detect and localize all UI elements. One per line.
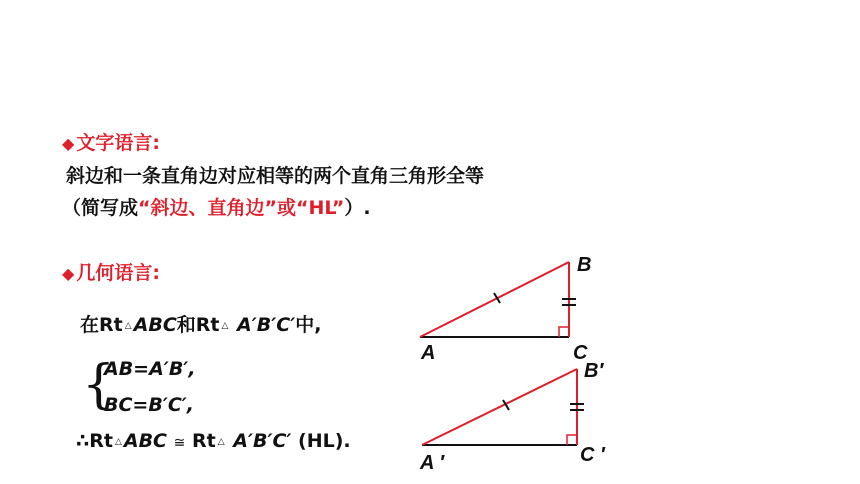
rt-prefix: 在Rt	[80, 314, 123, 336]
diamond-bullet-icon: ◆	[62, 264, 75, 283]
side-ab-hypotenuse	[420, 262, 569, 337]
triangle-a-prime-b-prime-c-prime: A′B′C′	[233, 430, 292, 452]
vertex-label-b-prime: B′	[584, 360, 604, 382]
vertex-label-b: B	[577, 254, 592, 276]
congruent-symbol: ≅	[173, 435, 186, 451]
given-suffix: 中,	[295, 314, 322, 336]
triangle-abc-shape	[420, 262, 576, 337]
right-angle-mark	[559, 327, 569, 337]
geometry-language-title: 几何语言:	[76, 262, 160, 284]
vertex-label-c-prime: C ′	[580, 444, 605, 466]
vertex-label-a: A	[421, 342, 436, 364]
condition-bc-equals: BC=B′C′,	[104, 394, 195, 416]
right-angle-mark	[567, 435, 577, 445]
abbrev-open: （简写成	[62, 197, 139, 219]
hl-reason: (HL).	[298, 430, 351, 452]
triangle-icon: △	[221, 321, 229, 331]
rt-second: Rt	[191, 430, 216, 452]
vertex-label-c: C	[573, 342, 588, 364]
triangle-icon: △	[124, 321, 132, 331]
triangle-a-prime-b-prime-c-prime: A′B′C′	[237, 314, 296, 336]
triangle-icon: △	[217, 437, 225, 447]
diamond-bullet-icon: ◆	[62, 134, 75, 153]
triangle-icon: △	[114, 437, 122, 447]
abbrev-close: ）.	[344, 197, 371, 219]
abbrev-red-text: “斜边、直角边”或“HL”	[138, 197, 345, 219]
hl-definition-line: 斜边和一条直角边对应相等的两个直角三角形全等	[66, 165, 485, 187]
vertex-label-a-prime: A ′	[420, 452, 445, 474]
condition-ab-equals: AB=A′B′,	[104, 358, 196, 380]
triangle-abc: ABC	[123, 430, 167, 452]
condition-brace: {	[82, 355, 116, 415]
text-language-title: 文字语言:	[76, 132, 160, 154]
side-a-prime-b-prime-hypotenuse	[422, 369, 577, 445]
triangle-a-prime-b-prime-c-prime-shape	[422, 369, 584, 445]
therefore-rt: ∴Rt	[76, 430, 113, 452]
and-rt: 和Rt	[176, 314, 220, 336]
triangle-abc: ABC	[133, 314, 177, 336]
